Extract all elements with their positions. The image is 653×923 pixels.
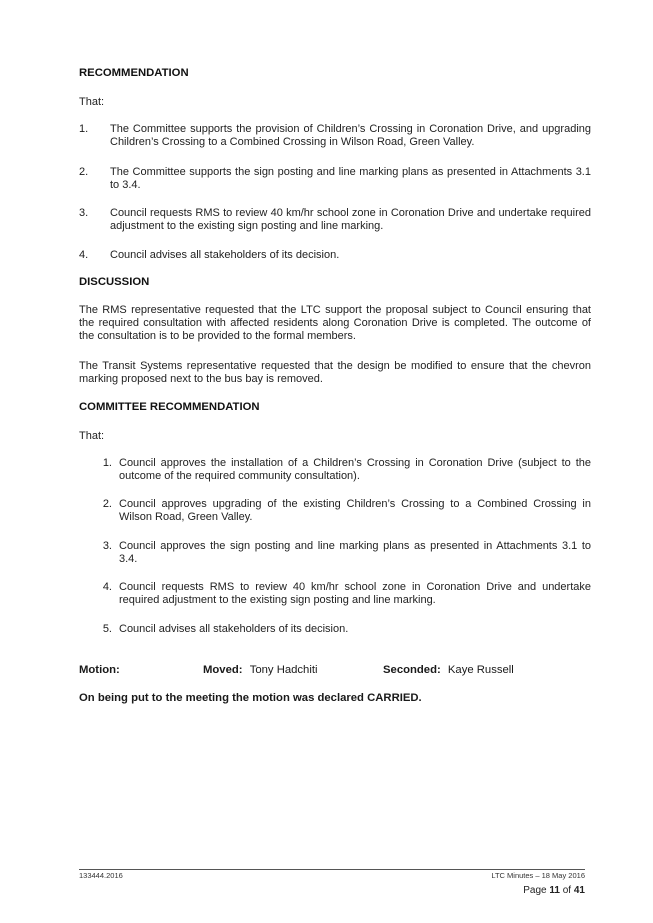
item-text: The Committee supports the sign posting and line marking plans as presented in Attachments 3.1 to 3.4. bbox=[110, 166, 591, 191]
committee-recommendation-intro: That: bbox=[79, 430, 105, 442]
page-number bbox=[523, 885, 585, 896]
recommendation-heading: RECOMMENDATION bbox=[79, 67, 189, 79]
item-text: Council advises all stakeholders of its decision. bbox=[110, 249, 340, 261]
page-of: of bbox=[562, 885, 572, 896]
page-total: 41 bbox=[573, 885, 585, 896]
item-text: Council approves upgrading of the existing Children’s Crossing to a Combined Crossing in Wilson Road, Green Valley. bbox=[119, 498, 591, 523]
item-number: 2. bbox=[79, 166, 89, 178]
moved-label: Moved: bbox=[203, 664, 243, 676]
page-current: 11 bbox=[549, 885, 560, 896]
item-text: Council approves the installation of a Children’s Crossing in Coronation Drive (subject to the outcome of the required community consultation). bbox=[119, 457, 591, 482]
footer-doc-ref: 133444.2016 bbox=[79, 871, 123, 880]
item-text: Council approves the sign posting and line marking plans as presented in Attachments 3.1 to 3.4. bbox=[119, 540, 591, 565]
motion-result: On being put to the meeting the motion was declared CARRIED. bbox=[79, 692, 422, 704]
committee-recommendation-heading: COMMITTEE RECOMMENDATION bbox=[79, 401, 260, 413]
item-text: Council requests RMS to review 40 km/hr school zone in Coronation Drive and undertake required adjustment to the existing sign posting and line marking. bbox=[110, 207, 591, 232]
item-number: 1. bbox=[79, 123, 89, 135]
moved-line bbox=[203, 664, 318, 676]
discussion-paragraph-1: The RMS representative requested that the LTC support the proposal subject to Council ensuring that the required consultation with affected residents along Coronation Drive is completed. The outcome of the consultation is to be provided to the formal members. bbox=[79, 304, 591, 342]
seconded-by: Kaye Russell bbox=[447, 664, 514, 676]
seconded-label: Seconded: bbox=[383, 664, 441, 676]
footer-doc-title: LTC Minutes – 18 May 2016 bbox=[491, 871, 585, 880]
page-prefix: Page bbox=[523, 885, 547, 896]
recommendation-intro: That: bbox=[79, 96, 105, 108]
item-text: Council advises all stakeholders of its decision. bbox=[119, 623, 349, 635]
seconded-line bbox=[383, 664, 514, 676]
discussion-paragraph-2: The Transit Systems representative requested that the design be modified to ensure that the chevron marking proposed next to the bus bay is removed. bbox=[79, 360, 591, 385]
item-number: 2. bbox=[102, 498, 112, 510]
footer-divider bbox=[79, 869, 585, 870]
item-number: 3. bbox=[102, 540, 112, 552]
item-number: 4. bbox=[102, 581, 112, 593]
item-number: 1. bbox=[102, 457, 112, 469]
item-number: 4. bbox=[79, 249, 89, 261]
motion-label: Motion: bbox=[79, 664, 120, 676]
discussion-heading: DISCUSSION bbox=[79, 276, 150, 288]
item-text: Council requests RMS to review 40 km/hr school zone in Coronation Drive and undertake required adjustment to the existing sign posting and line marking. bbox=[119, 581, 591, 606]
item-text: The Committee supports the provision of Children’s Crossing in Coronation Drive, and upgrading Children’s Crossing to a Combined Crossing in Wilson Road, Green Valley. bbox=[110, 123, 591, 148]
item-number: 3. bbox=[79, 207, 89, 219]
moved-by: Tony Hadchiti bbox=[249, 664, 318, 676]
item-number: 5. bbox=[102, 623, 112, 635]
